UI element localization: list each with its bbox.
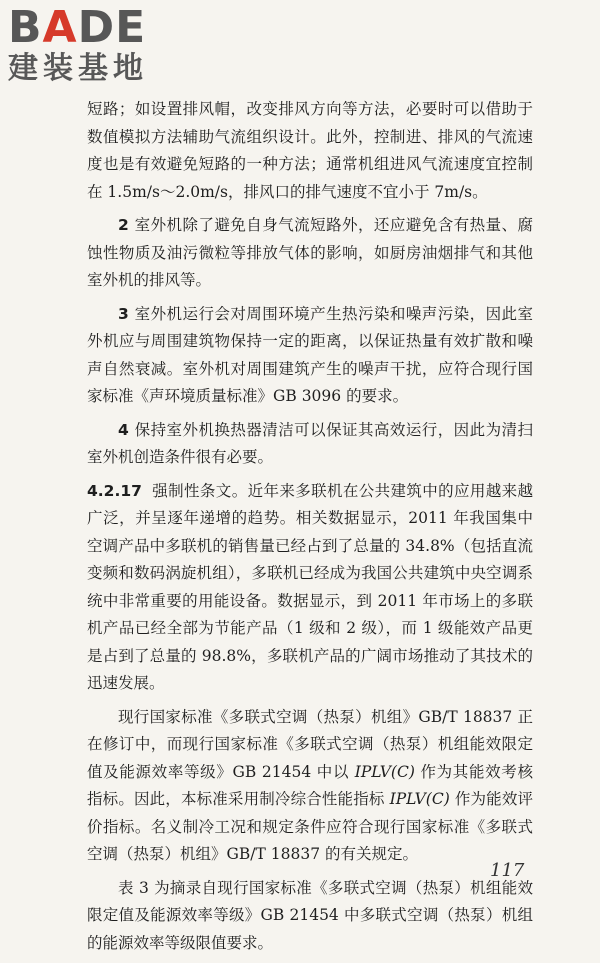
item-number: 3: [118, 304, 135, 323]
paragraph-item-3: [87, 301, 533, 411]
paragraph-standards: [87, 704, 533, 869]
item-number: 4: [118, 420, 135, 439]
page-number: 117: [490, 860, 525, 881]
text-run: 表 3 为摘录自现行国家标准《多联式空调（热泵）机组能效限定值及能源效率等级》GB 21454 中多联式空调（热泵）机组的能源效率等级限值要求。: [87, 878, 533, 952]
logo-wordmark: BADE: [8, 2, 147, 53]
text-run: 保持室外机换热器清洁可以保证其高效运行，因此为清扫室外机创造条件很有必要。: [87, 420, 533, 466]
paragraph-section-4-2-17: [87, 478, 533, 698]
text-run: 强制性条文。近年来多联机在公共建筑中的应用越来越广泛，并呈逐年递增的趋势。相关数据显示，2011 年我国集中空调产品中多联机的销售量已经占到了总量的 34.8%（包括直流变频和数码涡旋机组），多联机已经成为我国公共建筑中央空调系统中非常重要的用能设备。数据显示，到 2011 年市场上的多联机产品已经全部为节能产品（1 级和 2 级），而 1 级能效产品更是占到了总量的 98.8%，多联机产品的广阔市场推动了其技术的迅速发展。: [87, 481, 533, 692]
text-run: 作为能效评价指标。名义制冷工况和规定条件应符合现行国家标准《多联式空调（热泵）机组》GB/T 18837 的有关规定。: [87, 790, 533, 863]
paragraph-item-2: [87, 212, 533, 295]
italic-term: IPLV(C): [389, 790, 450, 808]
text-run: 作为其能效考核指标。因此，本标准采用制冷综合性能指标: [87, 762, 533, 808]
paragraph-item-4: [87, 417, 533, 472]
section-number: 4.2.17: [87, 481, 142, 500]
bade-logo: [8, 4, 178, 86]
paragraph-table-note: [87, 875, 533, 958]
text-run: 现行国家标准《多联式空调（热泵）机组》GB/T 18837 正在修订中，而现行国家标准《多联式空调（热泵）机组能效限定值及能源效率等级》GB 21454 中以: [87, 707, 533, 781]
text-run: 短路；如设置排风帽，改变排风方向等方法，必要时可以借助于数值模拟方法辅助气流组织设计。此外，控制进、排风的气流速度也是有效避免短路的一种方法；通常机组进风气流速度宜控制在 1.5m/s～2.0m/s，排风口的排气速度不宜小于 7m/s。: [87, 100, 533, 201]
text-run: 室外机运行会对周围环境产生热污染和噪声污染，因此室外机应与周围建筑物保持一定的距离，以保证热量有效扩散和噪声自然衰减。室外机对周围建筑产生的噪声干扰，应符合现行国家标准《声环境质量标准》GB 3096 的要求。: [87, 304, 533, 405]
text-run: 室外机除了避免自身气流短路外，还应避免含有热量、腐蚀性物质及油污微粒等排放气体的影响，如厨房油烟排气和其他室外机的排风等。: [87, 216, 533, 289]
document-body: [87, 96, 533, 963]
italic-term: IPLV(C): [354, 762, 415, 781]
paragraph-continued: [87, 96, 533, 206]
item-number: 2: [118, 216, 135, 234]
logo-subtitle: 建装基地: [8, 51, 148, 86]
